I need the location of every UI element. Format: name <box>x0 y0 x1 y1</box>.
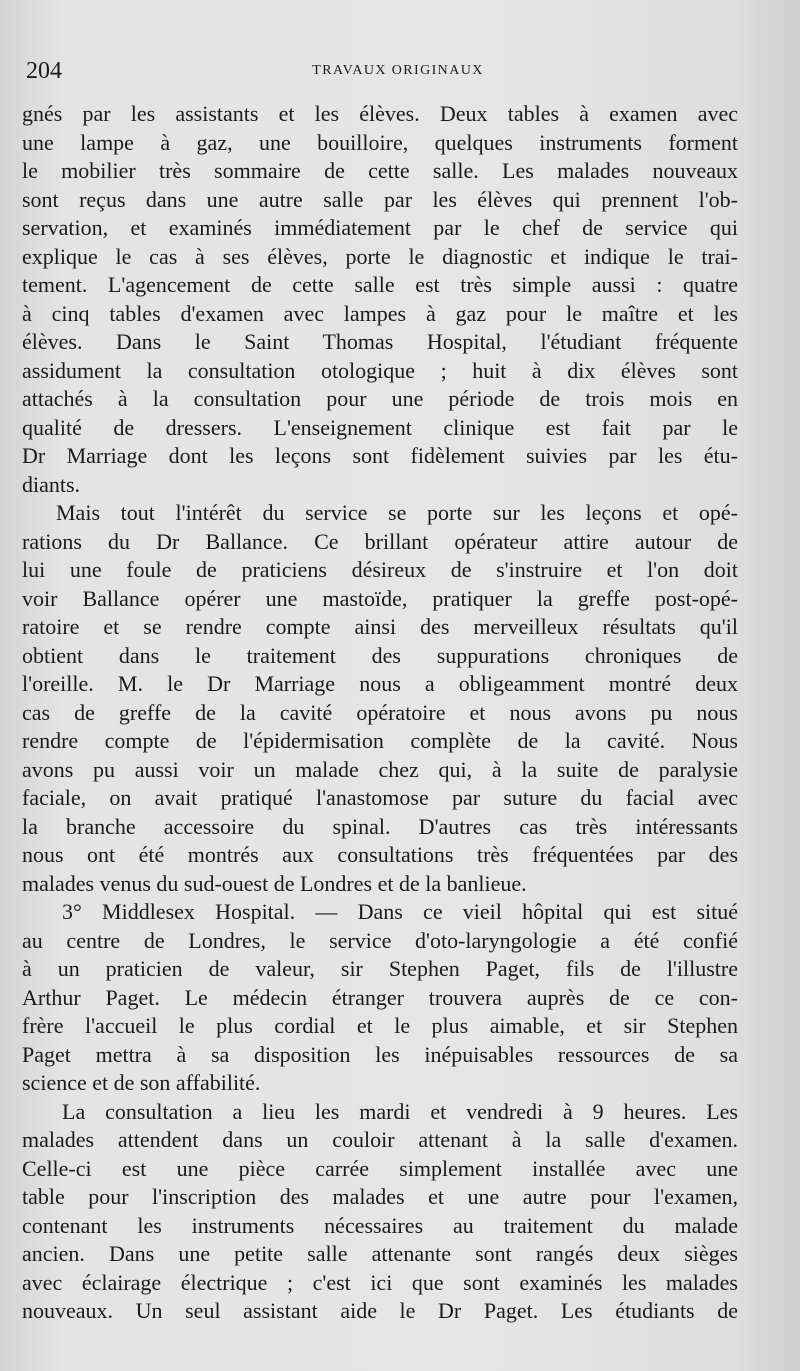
text-line: obtient dans le traitement des suppurations chroniques de <box>22 642 738 668</box>
text-line: faciale, on avait pratiqué l'anastomose par suture du facial avec <box>22 785 738 810</box>
text-line: au centre de Londres, le service d'oto-laryngologie a été confié <box>22 927 738 953</box>
text-line: Celle-ci est une pièce carrée simplement installée avec une <box>22 1155 738 1181</box>
text-line: contenant les instruments nécessaires au traitement du malade <box>22 1212 738 1238</box>
text-line: nous ont été montrés aux consultations très fréquentées par des <box>22 842 738 867</box>
text-line: élèves. Dans le Saint Thomas Hospital, l'étudiant fréquente <box>22 329 738 354</box>
paragraph-start-line: Mais tout l'intérêt du service se porte sur les leçons et opé- <box>56 500 738 525</box>
text-line: avec éclairage électrique ; c'est ici que sont examinés les malades <box>22 1269 738 1295</box>
text-line: la branche accessoire du spinal. D'autres cas très intéressants <box>22 813 738 839</box>
text-line: assidument la consultation otologique ; huit à dix élèves sont <box>22 357 738 383</box>
text-line: Dr Marriage dont les leçons sont fidèlement suivies par les étu- <box>22 443 738 468</box>
text-line: sont reçus dans une autre salle par les élèves qui prennent l'ob- <box>22 186 738 212</box>
body-text <box>22 100 738 1326</box>
text-line: servation, et examinés immédiatement par le chef de service qui <box>22 215 738 240</box>
section-heading-line: 3° Middlesex Hospital. — Dans ce vieil hôpital qui est situé <box>62 899 738 924</box>
text-line: lui une foule de praticiens désireux de s'instruire et l'on doit <box>22 557 738 582</box>
text-line: ancien. Dans une petite salle attenante sont rangés deux sièges <box>22 1241 738 1266</box>
text-line: nouveaux. Un seul assistant aide le Dr Paget. Les étudiants de <box>22 1298 738 1323</box>
text-line: une lampe à gaz, une bouilloire, quelques instruments forment <box>22 129 738 155</box>
text-line: le mobilier très sommaire de cette salle. Les malades nouveaux <box>22 158 738 183</box>
text-line: avons pu aussi voir un malade chez qui, à la suite de paralysie <box>22 756 738 782</box>
text-line: voir Ballance opérer une mastoïde, pratiquer la greffe post-opé- <box>22 585 738 611</box>
text-line: rendre compte de l'épidermisation complète de la cavité. Nous <box>22 728 738 753</box>
text-line: Arthur Paget. Le médecin étranger trouvera auprès de ce con- <box>22 984 738 1010</box>
text-line: malades venus du sud-ouest de Londres et de la banlieue. <box>22 870 527 896</box>
text-line: table pour l'inscription des malades et une autre pour l'examen, <box>22 1184 738 1209</box>
text-line: gnés par les assistants et les élèves. Deux tables à examen avec <box>22 101 738 126</box>
text-line: l'oreille. M. le Dr Marriage nous a obligeamment montré deux <box>22 671 738 696</box>
text-line: qualité de dressers. L'enseignement clinique est fait par le <box>22 414 738 440</box>
text-line: ratoire et se rendre compte ainsi des merveilleux résultats qu'il <box>22 614 738 639</box>
page-header <box>26 58 770 88</box>
text-line: attachés à la consultation pour une période de trois mois en <box>22 386 738 411</box>
text-line: à cinq tables d'examen avec lampes à gaz pour le maître et les <box>22 300 738 326</box>
text-line: frère l'accueil le plus cordial et le plus aimable, et sir Stephen <box>22 1013 738 1038</box>
text-line: à un praticien de valeur, sir Stephen Paget, fils de l'illustre <box>22 956 738 981</box>
text-line: explique le cas à ses élèves, porte le diagnostic et indique le trai- <box>22 243 738 269</box>
text-line: tement. L'agencement de cette salle est très simple aussi : quatre <box>22 272 738 297</box>
text-line: malades attendent dans un couloir attenant à la salle d'examen. <box>22 1127 738 1152</box>
text-line: diants. <box>22 471 81 497</box>
text-line: Paget mettra à sa disposition les inépuisables ressources de sa <box>22 1041 738 1067</box>
page-number: 204 <box>26 58 62 84</box>
running-head: TRAVAUX ORIGINAUX <box>312 63 484 78</box>
text-line: science et de son affabilité. <box>22 1070 261 1095</box>
paragraph-start-line: La consultation a lieu les mardi et vendredi à 9 heures. Les <box>62 1098 738 1124</box>
text-line: cas de greffe de la cavité opératoire et nous avons pu nous <box>22 699 738 725</box>
text-line: rations du Dr Ballance. Ce brillant opérateur attire autour de <box>22 528 738 554</box>
